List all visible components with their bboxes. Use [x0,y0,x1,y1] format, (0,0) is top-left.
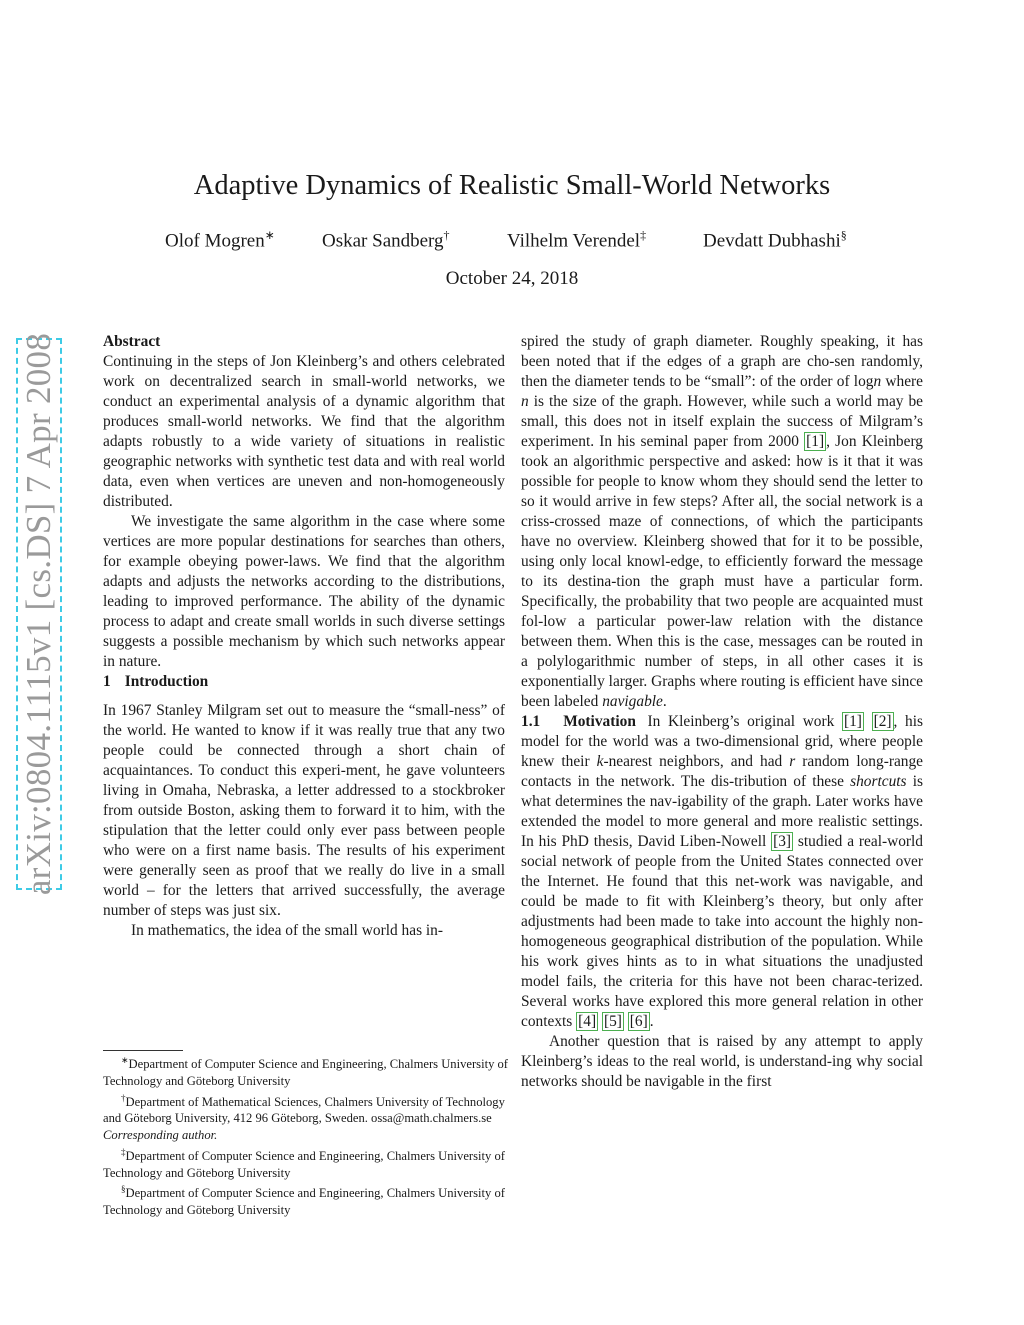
footnote-3: ‡Department of Computer Science and Engineering, Chalmers University of Technology and Göteborg University [103,1146,505,1180]
paper-title: Adaptive Dynamics of Realistic Small-World Networks [193,170,831,201]
author-3: Vilhelm Verendel‡ [507,228,647,252]
citation-link[interactable]: [1] [806,433,825,450]
author-1: Olof Mogren∗ [165,228,275,252]
arxiv-identifier-stamp [16,332,62,896]
citation-link[interactable]: [4] [578,1013,597,1030]
right-paragraph-1: spired the study of graph diameter. Roughly speaking, it has been noted that if the edges of a graph are cho-sen randomly, then the diameter tends to be “small”: of the order of logn where n is the size of the graph. However, while such a world may be small, this does not in itself explain the success of Milgram’s experiment. In his seminal paper from 2000 [1] , Jon Kleinberg took an algorithmic perspective and asked: how is it that it was possible for people to know whom they should send the letter to so it would arrive in few steps? After all, the social network is a criss-crossed maze of connections, of which the participants have no overview. Kleinberg showed that for it to be possible, using only local knowl-edge, to efficiently forward the message to its destina-tion the graph must have a particular form. Specifically, the probability that two people are acquainted must fol-low a particular power-law relation with the distance between them. When this is the case, messages can be routed in a polylogarithmic number of steps, in all other cases it is exponentially larger. Graphs where routing is efficient have since been labeled navigable. [521,333,923,710]
citation-link[interactable]: [2] [873,713,892,730]
author-list [165,228,875,258]
intro-paragraph-2: In mathematics, the idea of the small world has in- [131,922,443,939]
abstract-paragraph-2: We investigate the same algorithm in the case where some vertices are more popular destinations for searches than others, for example obeying power-laws. We find that the algorithm adapts and adjusts the networks according to the distributions, leading to improved performance. The ability of the dynamic process to adapt and create small worlds in such diverse settings suggests a possible mechanism by which such networks appear in nature. [103,513,505,670]
paper-date: October 24, 2018 [445,268,579,289]
motivation-paragraph: 1.1 Motivation In Kleinberg’s original work [1] [2] , his model for the world was a two-dimensional grid, where people knew their k-nearest neighbors, and had r random long-range contacts in the network. The dis-tribution of these shortcuts is what determines the nav-igability of the graph. Later works have extended the model to more general and more realistic settings. In his PhD thesis, David Liben-Nowell [3] studied a real-world social network of people from the United States connected over the Internet. He found that this net-work was navigable, and could be made to fit with Kleinberg’s theory, but only after adjustments had been made to take into account the highly non-homogeneous geographical distribution of the population. While his work gives hints as to in what situations the unadjusted model fails, the criteria for this have not been charac-terized. Several works have explored this more general relation in other contexts [4] [5] [6] . [521,713,924,1030]
citation-link[interactable]: [5] [603,1013,622,1030]
footnote-rule [103,1050,183,1051]
footnote-2: †Department of Mathematical Sciences, Chalmers University of Technology and Göteborg University, 412 96 Göteborg, Sweden. ossa@math.chalmers.se Corresponding author. [103,1092,505,1143]
intro-paragraph-1: In 1967 Stanley Milgram set out to measure the “small-ness” of the world. He wanted to know if it was really true that any two people could be connected through a short chain of acquaintances. To conduct this experi-ment, he gave volunteers living in Omaha, Nebraska, a letter addressed to a stockbroker from outside Boston, asking them to forward it to him, with the stipulation that the letter could only ever pass between people who were on a first name basis. The results of his experiment were generally seen as proof that we really do live in a small world – for the letters that arrived successfully, the average number of steps was just six. [103,702,505,919]
citation-link[interactable]: [3] [773,833,792,850]
arxiv-identifier: arXiv:0804.1115v1 [cs.DS] 7 Apr 2008 [19,332,58,896]
section-heading-introduction: 1 Introduction [103,673,209,690]
abstract-heading: Abstract [103,333,161,350]
left-column [103,332,505,941]
footnote-1: ∗Department of Computer Science and Engineering, Chalmers University of Technology and Göteborg University [103,1055,509,1088]
right-paragraph-3: Another question that is raised by any attempt to apply Kleinberg’s ideas to the real world, is understand-ing why social networks should be navigable in the first [521,1033,923,1090]
citation-link[interactable]: [6] [629,1013,648,1030]
author-4: Devdatt Dubhashi§ [703,228,847,252]
right-column [521,332,923,1092]
footnotes [103,1050,508,1219]
footnote-4: §Department of Computer Science and Engineering, Chalmers University of Technology and Göteborg University [103,1184,505,1218]
author-2: Oskar Sandberg† [322,228,450,252]
citation-link[interactable]: [1] [843,713,862,730]
abstract-paragraph-1: Continuing in the steps of Jon Kleinberg’s and others celebrated work on decentralized search in small-world networks, we conduct an experimental analysis of a dynamic algorithm that produces small-world networks. We find that the algorithm adapts robustly to a wide variety of situations in realistic geographic networks with synthetic test data and with real world data, even when vertices are uneven and non-homogeneously distributed. [103,353,505,510]
subsection-heading-motivation: 1.1 Motivation [521,713,636,730]
